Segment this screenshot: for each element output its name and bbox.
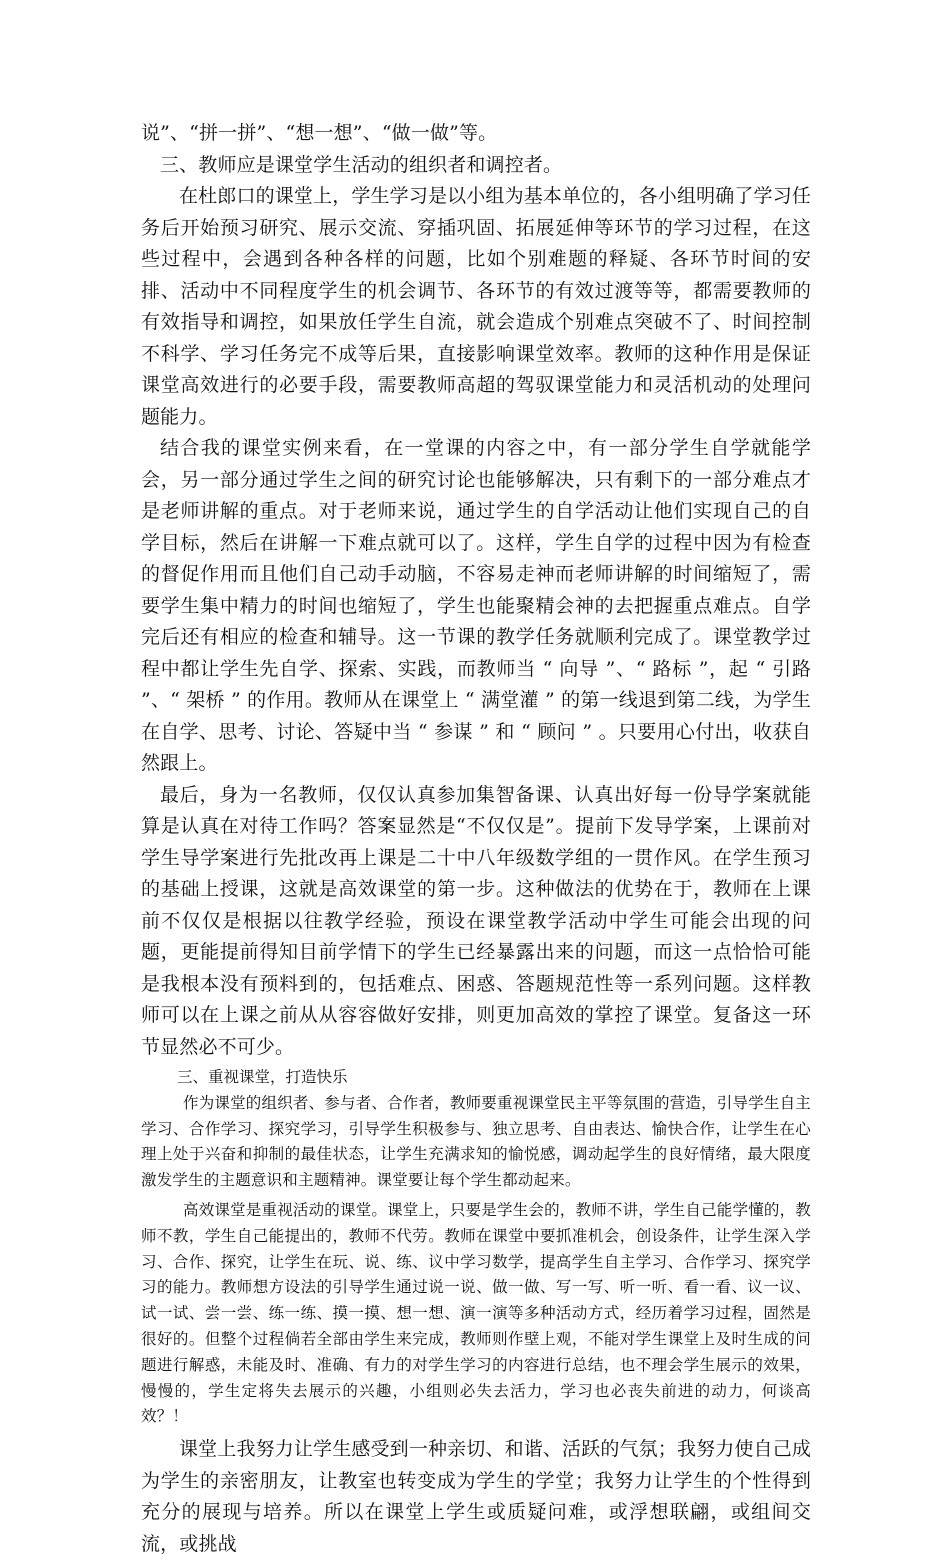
paragraph-dulangkou: 在杜郎口的课堂上，学生学习是以小组为基本单位的，各小组明确了学习任务后开始预习研究、展示交流、穿插巩固、拓展延伸等环节的学习过程，在这些过程中，会遇到各种各样的问题，比如个别难题的释疑、各环节时间的安排、活动中不同程度学生的机会调节、各环节的有效过渡等等，都需要教师的有效指导和调控，如果放任学生自流，就会造成个别难点突破不了、时间控制不科学、学习任务完不成等后果，直接影响课堂效率。教师的这种作用是保证课堂高效进行的必要手段，需要教师高超的驾驭课堂能力和灵活机动的处理问题能力。 [141,185,811,428]
paragraph-active-classroom: 高效课堂是重视活动的课堂。课堂上，只要是学生会的，教师不讲，学生自己能学懂的，教师不教，学生自己能提出的，教师不代劳。教师在课堂中要抓准机会，创设条件，让学生深入学习、合作、探究，让学生在玩、说、练、议中学习数学，提高学生自主学习、合作学习、探究学习的能力。教师想方设法的引导学生通过说一说、做一做、写一写、听一听、看一看、议一议、试一试、尝一尝、练一练、摸一摸、想一想、演一演等多种活动方式，经历着学习过程，固然是很好的。但整个过程倘若全部由学生来完成，教师则作壁上观，不能对学生课堂上及时生成的问题进行解惑，未能及时、准确、有力的对学生学习的内容进行总结，也不理会学生展示的效果，慢慢的，学生定将失去展示的兴趣，小组则必失去活力，学习也必丧失前进的动力，何谈高效？！ [141,1200,812,1426]
paragraph-classroom-atmosphere: 课堂上我努力让学生感受到一种亲切、和谐、活跃的气氛；我努力使自己成为学生的亲密朋友，让教室也转变成为学生的学堂；我努力让学生的个性得到充分的展现与培养。所以在课堂上学生或质疑问难，或浮想联翩，或组间交流，或挑战 [141,1438,811,1555]
section-heading-happy-classroom: 三、重视课堂，打造快乐 [177,1068,348,1086]
section-heading-teacher-role: 三、教师应是课堂学生活动的组织者和调控者。 [160,153,563,176]
paragraph-classroom-example: 结合我的课堂实例来看，在一堂课的内容之中，有一部分学生自学就能学会，另一部分通过学生之间的研究讨论也能够解决，只有剩下的一部分难点才是老师讲解的重点。对于老师来说，通过学生的自学活动让他们实现自己的自学目标，然后在讲解一下难点就可以了。这样，学生自学的过程中因为有检查的督促作用而且他们自己动手动脑，不容易走神而老师讲解的时间缩短了，需要学生集中精力的时间也缩短了，学生也能聚精会神的去把握重点难点。自学完后还有相应的检查和辅导。这一节课的教学任务就顺利完成了。课堂教学过程中都让学生先自学、探索、实践，而教师当 “ 向导 ”、“ 路标 ”，起 “ 引路 ”、“ 架桥 ” 的作用。教师从在课堂上 “ 满堂灌 ” 的第一线退到第二线，为学生在自学、思考、讨论、答疑中当 “ 参谋 ” 和 “ 顾问 ” 。只要用心付出，收获自然跟上。 [141,437,811,774]
paragraph-continuation: 说”、“拼一拼”、“想一想”、“做一做”等。 [141,122,498,144]
paragraph-classroom-organizer: 作为课堂的组织者、参与者、合作者，教师要重视课堂民主平等氛围的营造，引导学生自主学习、合作学习、探究学习，引导学生积极参与、独立思考、自由表达、愉快合作，让学生在心理上处于兴奋和抑制的最佳状态，让学生充满求知的愉悦感，调动起学生的良好情绪，最大限度激发学生的主题意识和主题精神。课堂要让每个学生都动起来。 [141,1093,812,1190]
paragraph-lesson-prep: 最后，身为一名教师，仅仅认真参加集智备课、认真出好每一份导学案就能算是认真在对待工作吗？答案显然是“不仅仅是”。提前下发导学案，上课前对学生导学案进行先批改再上课是二十中八年级数学组的一贯作风。在学生预习的基础上授课，这就是高效课堂的第一步。这种做法的优势在于，教师在上课前不仅仅是根据以往教学经验，预设在课堂教学活动中学生可能会出现的问题，更能提前得知目前学情下的学生已经暴露出来的问题，而这一点恰恰可能是我根本没有预料到的，包括难点、困惑、答题规范性等一系列问题。这样教师可以在上课之前从从容容做好安排，则更加高效的掌控了课堂。复备这一环节显然必不可少。 [141,783,811,1058]
